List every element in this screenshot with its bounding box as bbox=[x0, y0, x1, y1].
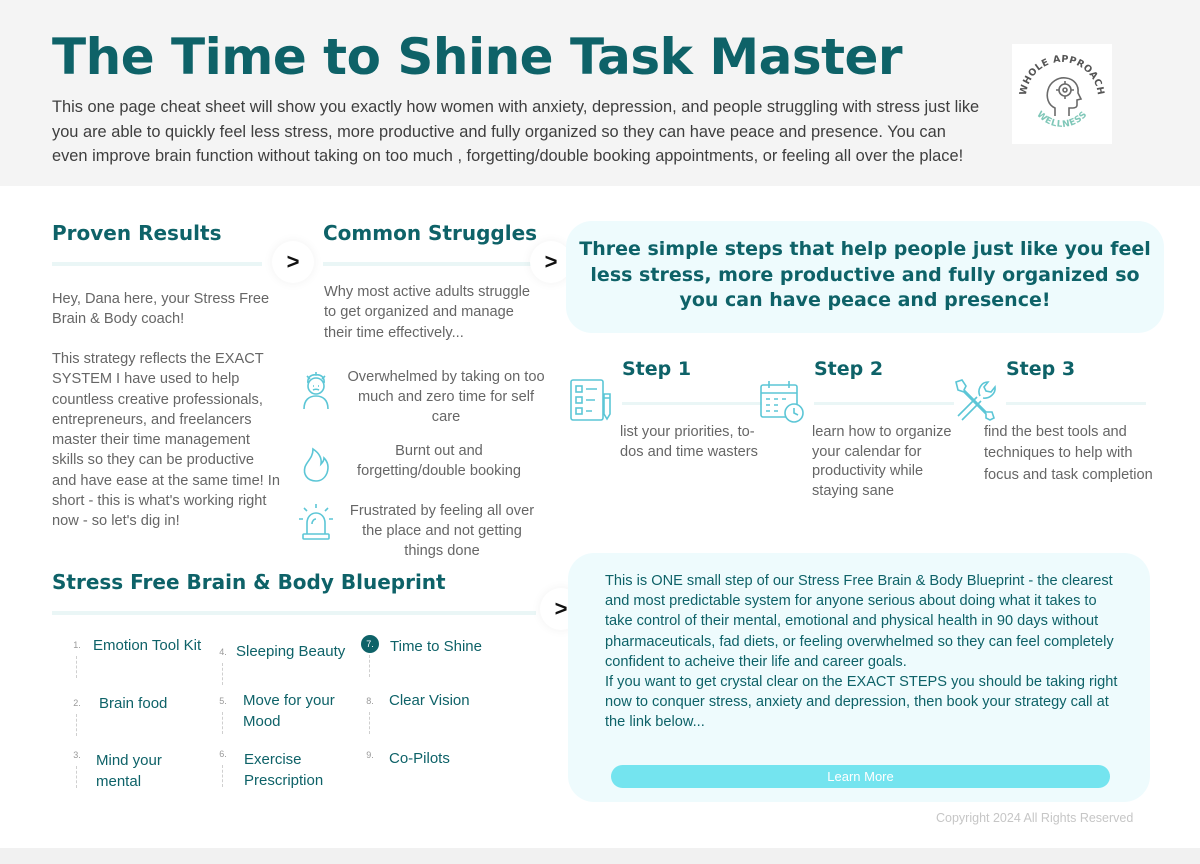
intro-paragraph: This one page cheat sheet will show you exactly how women with anxiety, depression, and people struggling with stress just like you are able to quickly feel less stress, more productive and fully organized so they can have peace and presence. You can even improve brain function without taking on too much , forgetting/double booking appointments, or feeling all over the place! bbox=[52, 98, 980, 165]
learn-more-button[interactable]: Learn More bbox=[611, 765, 1110, 788]
step-2-text: learn how to organize your calendar for productivity while staying sane bbox=[812, 424, 952, 499]
step-1-title: Step 1 bbox=[622, 358, 692, 380]
logo-bottom-text: WELLNESS bbox=[1034, 109, 1090, 131]
blueprint-number: 2. bbox=[73, 698, 81, 708]
step-1-divider bbox=[622, 402, 762, 405]
blueprint-label: Co-Pilots bbox=[389, 750, 450, 767]
checklist-icon bbox=[566, 376, 614, 424]
blueprint-connector bbox=[76, 766, 77, 788]
blueprint-connector bbox=[76, 656, 77, 678]
brand-logo bbox=[1012, 44, 1112, 144]
blueprint-number: 4. bbox=[219, 647, 227, 657]
blueprint-label: Clear Vision bbox=[389, 692, 470, 709]
blueprint-label: Move for your Mood bbox=[243, 692, 335, 730]
cta-paragraph-2: If you want to get crystal clear on the EXACT STEPS you should be taking right now to conquer stress, anxiety and depression, then book your strategy call at the link below... bbox=[605, 674, 1118, 731]
blueprint-heading: Stress Free Brain & Body Blueprint bbox=[52, 570, 446, 594]
step-3-text: find the best tools and techniques to help with focus and task completion bbox=[984, 424, 1153, 483]
blueprint-connector bbox=[76, 714, 77, 736]
blueprint-divider bbox=[52, 611, 536, 615]
common-struggles-divider bbox=[323, 262, 533, 266]
struggle-item-burnt-out: Burnt out and forgetting/double booking bbox=[357, 443, 521, 479]
proven-results-heading: Proven Results bbox=[52, 221, 222, 245]
step-3-divider bbox=[1006, 402, 1146, 405]
proven-results-divider bbox=[52, 262, 262, 266]
head-brain-icon bbox=[1047, 78, 1081, 116]
siren-icon bbox=[296, 502, 336, 542]
overwhelmed-person-icon bbox=[296, 371, 336, 411]
cta-text bbox=[605, 571, 1125, 733]
blueprint-label: Time to Shine bbox=[390, 638, 482, 655]
blueprint-number: 7. bbox=[361, 635, 379, 653]
blueprint-label: Sleeping Beauty bbox=[236, 643, 346, 660]
struggle-item-overwhelmed: Overwhelmed by taking on too much and zero time for self care bbox=[347, 369, 545, 425]
svg-text:WELLNESS bbox=[1034, 110, 1089, 130]
blueprint-label: Brain food bbox=[99, 695, 168, 712]
blueprint-connector bbox=[222, 712, 223, 734]
blueprint-connector bbox=[369, 655, 370, 677]
arrow-connector-3: > bbox=[540, 588, 582, 630]
blueprint-number: 6. bbox=[219, 749, 227, 759]
arrow-connector-1: > bbox=[272, 241, 314, 283]
blueprint-number: 9. bbox=[366, 750, 374, 760]
step-1-text: list your priorities, to-dos and time wasters bbox=[620, 424, 758, 460]
blueprint-label: Exercise Prescription bbox=[244, 751, 324, 789]
logo-top-text: WHOLE APPROACH bbox=[1017, 53, 1107, 97]
copyright-text: Copyright 2024 All Rights Reserved bbox=[936, 811, 1134, 825]
tools-icon bbox=[950, 376, 998, 424]
blueprint-number: 3. bbox=[73, 750, 81, 760]
blueprint-label: Emotion Tool Kit bbox=[93, 637, 202, 654]
blueprint-label: Mind your mental bbox=[96, 752, 162, 790]
flame-icon bbox=[296, 443, 336, 483]
cta-paragraph-1: This is ONE small step of our Stress Free Brain & Body Blueprint - the clearest and most predictable system for anyone serious about doing what it takes to take control of their mental, emotional and physical health in 90 days without pharmaceuticals, fad diets, or feeling overwhelmed so they can feel completely confident to acheive their life and career goals. bbox=[605, 573, 1114, 670]
struggle-item-frustrated: Frustrated by feeling all over the place and not getting things done bbox=[349, 503, 535, 559]
common-struggles-heading: Common Struggles bbox=[323, 221, 538, 245]
svg-text:WHOLE APPROACH bbox=[1018, 54, 1106, 96]
arrow-connector-2: > bbox=[530, 241, 572, 283]
page-bottom-shade bbox=[0, 848, 1200, 864]
blueprint-number: 1. bbox=[73, 640, 81, 650]
step-2-divider bbox=[814, 402, 954, 405]
steps-headline: Three simple steps that help people just like you feel less stress, more productive and fully organized so you can have peace and presence! bbox=[579, 238, 1151, 311]
step-3-title: Step 3 bbox=[1006, 358, 1076, 380]
calendar-clock-icon bbox=[758, 378, 806, 426]
step-2-title: Step 2 bbox=[814, 358, 884, 380]
blueprint-number: 5. bbox=[219, 696, 227, 706]
common-struggles-intro: Why most active adults struggle to get organized and manage their time effectively... bbox=[324, 284, 531, 341]
page-title: The Time to Shine Task Master bbox=[52, 28, 903, 86]
blueprint-connector bbox=[222, 663, 223, 685]
blueprint-connector bbox=[222, 765, 223, 787]
blueprint-number: 8. bbox=[366, 696, 374, 706]
proven-results-greeting: Hey, Dana here, your Stress Free Brain & Body coach! bbox=[52, 291, 270, 328]
blueprint-connector bbox=[369, 712, 370, 734]
proven-results-body: This strategy reflects the EXACT SYSTEM I have used to help countless creative professionals, entrepreneurs, and freelancers master their time management skills so they can be productive and have ease at the same time! In short - this is what's working right now - so let's dig in! bbox=[52, 351, 280, 530]
